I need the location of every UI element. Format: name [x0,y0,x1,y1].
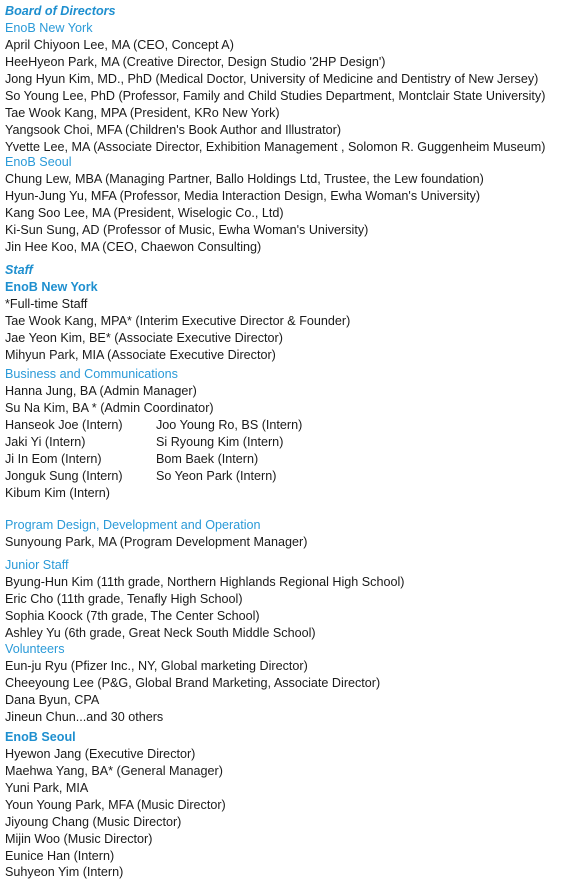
list-item: Su Na Kim, BA * (Admin Coordinator) [5,401,214,415]
list-item: Jong Hyun Kim, MD., PhD (Medical Doctor, University of Medicine and Dentistry of New Jersey) [5,72,539,86]
intern-name: Si Ryoung Kim (Intern) [156,435,284,449]
board-ny-label: EnoB New York [5,21,93,35]
list-item: Yvette Lee, MA (Associate Director, Exhibition Management , Solomon R. Guggenheim Museum) [5,140,546,154]
list-item: Mihyun Park, MIA (Associate Executive Director) [5,348,276,362]
list-item: Cheeyoung Lee (P&G, Global Brand Marketing, Associate Director) [5,676,381,690]
list-item: Kang Soo Lee, MA (President, Wiselogic Co., Ltd) [5,206,284,220]
list-item: Hanna Jung, BA (Admin Manager) [5,384,197,398]
list-item: Eric Cho (11th grade, Tenafly High School) [5,592,243,606]
intern-row [5,434,284,451]
volunteers-label: Volunteers [5,642,65,656]
intern-name: Ji In Eom (Intern) [5,452,102,466]
list-item: Maehwa Yang, BA* (General Manager) [5,764,223,778]
list-item: Jin Hee Koo, MA (CEO, Chaewon Consulting) [5,240,262,254]
intern-row [5,417,303,434]
list-item: Eun-ju Ryu (Pfizer Inc., NY, Global marketing Director) [5,659,308,673]
intern-name: Bom Baek (Intern) [156,452,259,466]
intern-name: Joo Young Ro, BS (Intern) [156,418,303,432]
board-seoul-label: EnoB Seoul [5,155,72,169]
staff-heading: Staff [5,263,33,277]
list-item: Jineun Chun...and 30 others [5,710,164,724]
list-item: Yangsook Choi, MFA (Children's Book Author and Illustrator) [5,123,342,137]
list-item: Suhyeon Yim (Intern) [5,865,124,879]
list-item: Tae Wook Kang, MPA (President, KRo New York) [5,106,280,120]
list-item: April Chiyoon Lee, MA (CEO, Concept A) [5,38,234,52]
list-item: Byung-Hun Kim (11th grade, Northern Highlands Regional High School) [5,575,405,589]
list-item: Yuni Park, MIA [5,781,89,795]
fulltime-note: *Full-time Staff [5,297,88,311]
board-heading: Board of Directors [5,4,116,18]
list-item: Tae Wook Kang, MPA* (Interim Executive Director & Founder) [5,314,351,328]
list-item: Chung Lew, MBA (Managing Partner, Ballo Holdings Ltd, Trustee, the Lew foundation) [5,172,484,186]
staff-ny-label: EnoB New York [5,280,98,294]
list-item: Hyewon Jang (Executive Director) [5,747,196,761]
list-item: Sunyoung Park, MA (Program Development Manager) [5,535,308,549]
list-item: Ashley Yu (6th grade, Great Neck South Middle School) [5,626,316,640]
intern-name: So Yeon Park (Intern) [156,469,277,483]
list-item: Eunice Han (Intern) [5,849,115,863]
list-item: Sophia Koock (7th grade, The Center School) [5,609,260,623]
list-item: HeeHyeon Park, MA (Creative Director, Design Studio '2HP Design') [5,55,386,69]
intern-name: Hanseok Joe (Intern) [5,418,123,432]
program-label: Program Design, Development and Operation [5,518,261,532]
list-item: Ki-Sun Sung, AD (Professor of Music, Ewha Woman's University) [5,223,369,237]
intern-row [5,468,277,485]
staff-seoul-label: EnoB Seoul [5,730,76,744]
intern-name: Jaki Yi (Intern) [5,435,86,449]
junior-label: Junior Staff [5,558,69,572]
list-item: Youn Young Park, MFA (Music Director) [5,798,226,812]
list-item: Mijin Woo (Music Director) [5,832,153,846]
biz-label: Business and Communications [5,367,178,381]
intern-name: Kibum Kim (Intern) [5,486,110,500]
intern-name: Jonguk Sung (Intern) [5,469,123,483]
list-item: Jiyoung Chang (Music Director) [5,815,182,829]
list-item: Jae Yeon Kim, BE* (Associate Executive Director) [5,331,283,345]
list-item: Dana Byun, CPA [5,693,100,707]
intern-row [5,451,259,468]
list-item: Hyun-Jung Yu, MFA (Professor, Media Interaction Design, Ewha Woman's University) [5,189,481,203]
list-item: So Young Lee, PhD (Professor, Family and Child Studies Department, Montclair State University) [5,89,546,103]
intern-row [5,485,110,502]
